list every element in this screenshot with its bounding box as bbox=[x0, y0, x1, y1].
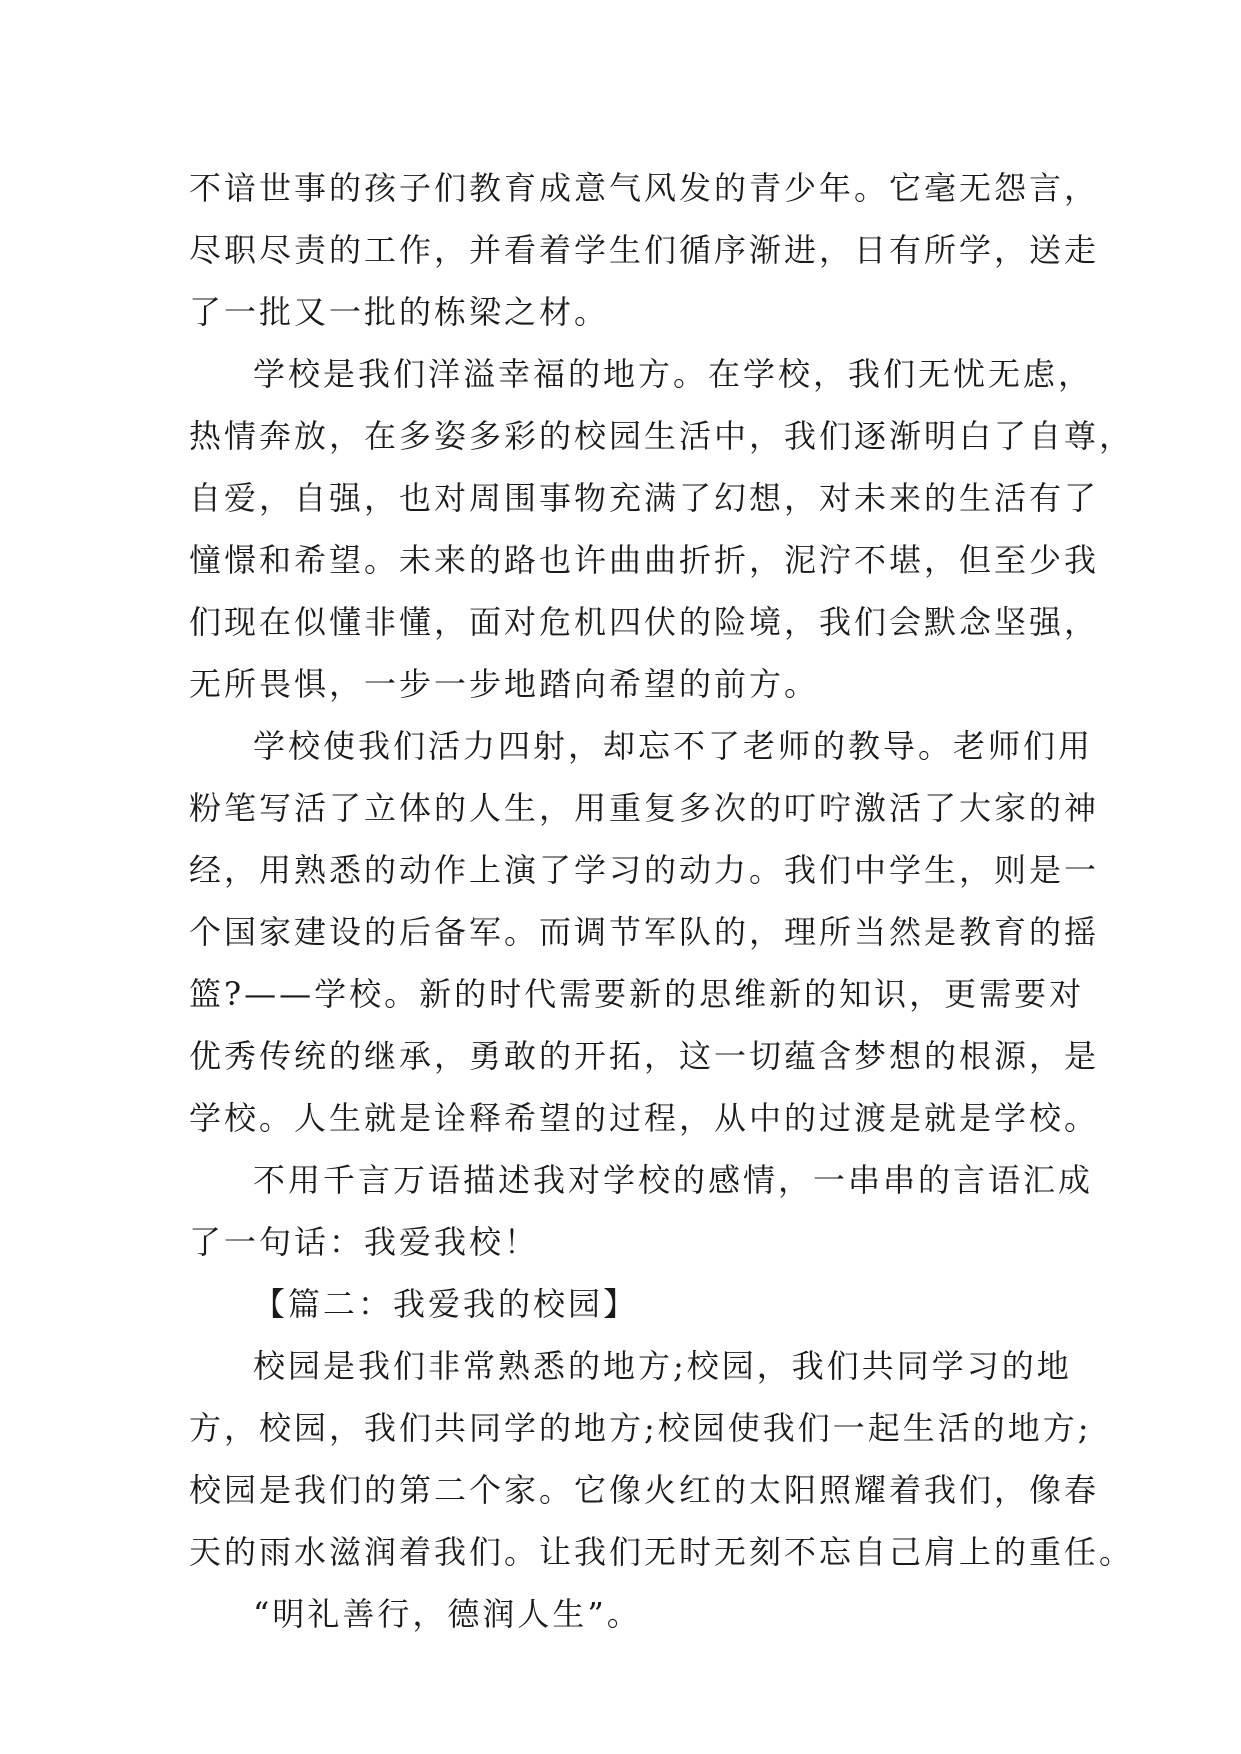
text-line: 粉笔写活了立体的人生，用重复多次的叮咛激活了大家的神 bbox=[189, 789, 1100, 827]
text-line: 们现在似懂非懂，面对危机四伏的险境，我们会默念坚强， bbox=[189, 603, 1100, 641]
text-line: 无所畏惧，一步一步地踏向希望的前方。 bbox=[189, 665, 820, 703]
text-line: 优秀传统的继承，勇敢的开拓，这一切蕴含梦想的根源，是 bbox=[189, 1037, 1100, 1075]
quote-line: “明礼善行，德润人生”。 bbox=[253, 1595, 642, 1633]
section-heading: 【篇二：我爱我的校园】 bbox=[253, 1285, 639, 1323]
paragraph-start-line: 学校使我们活力四射，却忘不了老师的教导。老师们用 bbox=[253, 727, 1094, 765]
text-line: 尽职尽责的工作，并看着学生们循序渐进，日有所学，送走 bbox=[189, 231, 1100, 269]
paragraph-start-line: 学校是我们洋溢幸福的地方。在学校，我们无忧无虑， bbox=[253, 355, 1094, 393]
text-line: 个国家建设的后备军。而调节军队的，理所当然是教育的摇 bbox=[189, 913, 1100, 951]
text-line: 了一批又一批的栋梁之材。 bbox=[189, 293, 610, 331]
paragraph-start-line: 校园是我们非常熟悉的地方;校园，我们共同学习的地 bbox=[253, 1347, 1072, 1385]
text-line: 方，校园，我们共同学的地方;校园使我们一起生活的地方; bbox=[189, 1409, 1092, 1447]
text-line: 学校。人生就是诠释希望的过程，从中的过渡是就是学校。 bbox=[189, 1099, 1100, 1137]
text-line: 校园是我们的第二个家。它像火红的太阳照耀着我们，像春 bbox=[189, 1471, 1100, 1509]
text-line: 了一句话：我爱我校！ bbox=[189, 1223, 540, 1261]
text-line: 不谙世事的孩子们教育成意气风发的青少年。它毫无怨言， bbox=[189, 169, 1100, 207]
text-line: 经，用熟悉的动作上演了学习的动力。我们中学生，则是一 bbox=[189, 851, 1100, 889]
text-line: 憧憬和希望。未来的路也许曲曲折折，泥泞不堪，但至少我 bbox=[189, 541, 1100, 579]
body-text bbox=[189, 157, 1135, 1645]
text-line: 天的雨水滋润着我们。让我们无时无刻不忘自己肩上的重任。 bbox=[189, 1533, 1135, 1571]
text-line: 自爱，自强，也对周围事物充满了幻想，对未来的生活有了 bbox=[189, 479, 1100, 517]
text-line: 热情奔放，在多姿多彩的校园生活中，我们逐渐明白了自尊， bbox=[189, 417, 1135, 455]
paragraph-start-line: 不用千言万语描述我对学校的感情，一串串的言语汇成 bbox=[253, 1161, 1094, 1199]
text-line: 篮?——学校。新的时代需要新的思维新的知识，更需要对 bbox=[189, 975, 1085, 1013]
